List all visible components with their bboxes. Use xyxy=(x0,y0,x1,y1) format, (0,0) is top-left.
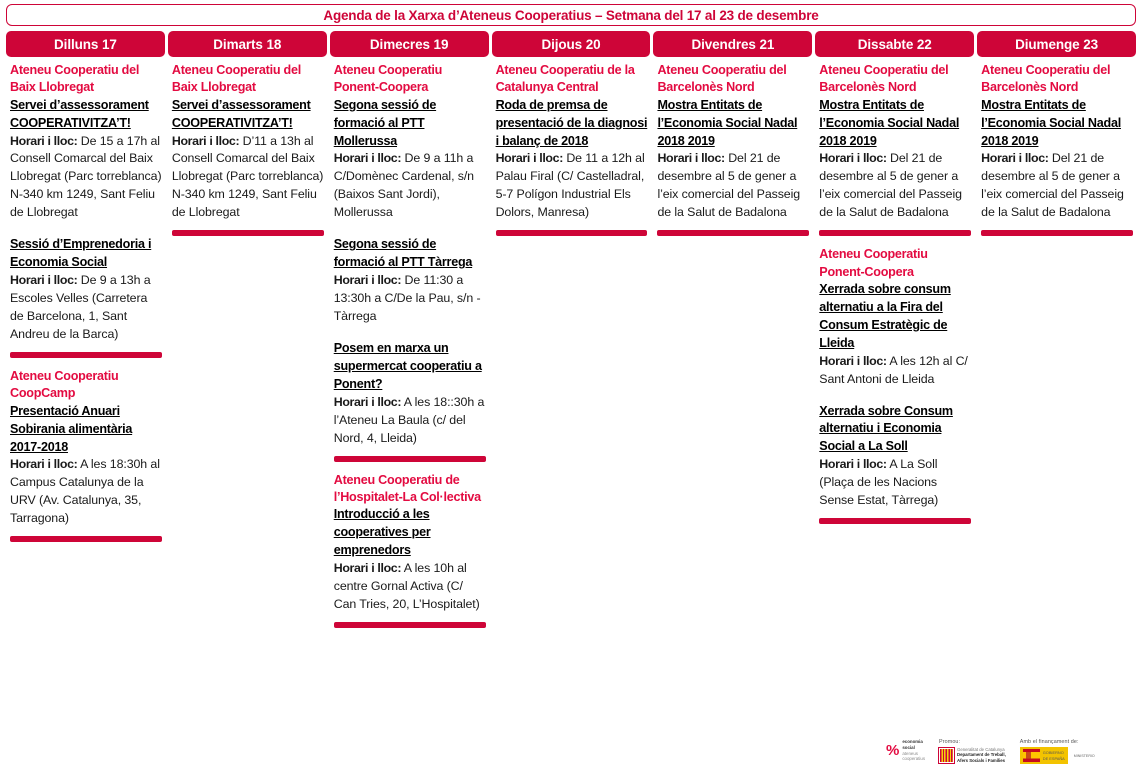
event-detail-text: A les 18::30h a l’Ateneu La Baula (c/ del Nord, 4, Lleida) xyxy=(333,394,485,445)
event-group xyxy=(981,62,1133,222)
day-header-label: Dimarts 18 xyxy=(213,36,282,52)
gobierno-espana-logo xyxy=(1020,747,1098,764)
organizer-name: Ateneu Cooperatiu del Barcelonès Nord xyxy=(981,63,1111,95)
organizer-name: Ateneu Cooperatiu CoopCamp xyxy=(10,369,119,401)
day-header-label: Divendres 21 xyxy=(691,36,775,52)
event-title[interactable]: Segona sessió de formació al PTT Mollerussa xyxy=(333,97,437,148)
event-group xyxy=(334,62,486,448)
event-title[interactable]: Servei d’assessorament COOPERATIVITZA’T! xyxy=(171,97,311,130)
event-detail-label: Horari i lloc: xyxy=(333,151,402,166)
event-group xyxy=(496,62,648,222)
event-detail-label: Horari i lloc: xyxy=(10,133,78,148)
event-detail-label: Horari i lloc: xyxy=(10,273,78,288)
event-title[interactable]: Roda de premsa de presentació de la diagnosi i balanç de 2018 xyxy=(495,97,648,148)
gobierno-espana-box xyxy=(1020,747,1068,764)
event-detail xyxy=(10,133,162,223)
economia-social-logo-text xyxy=(902,739,925,762)
event-title[interactable]: Mostra Entitats de l’Economia Social Nadal 2018 2019 xyxy=(981,97,1121,148)
event-detail-label: Horari i lloc: xyxy=(333,273,402,288)
eco-line-1: economia xyxy=(902,739,923,745)
day-column-dimecres xyxy=(330,62,489,722)
event-detail xyxy=(819,150,971,222)
event-detail-text: De 11 a 12h al Palau Firal (C/ Castelladral, 5-7 Polígon Industrial Els Dolors, Manresa) xyxy=(495,151,645,220)
event-title[interactable]: Posem en marxa un supermercat cooperatiu a Ponent? xyxy=(333,341,482,391)
event-group xyxy=(10,368,162,528)
day-header-row xyxy=(6,31,1136,57)
percent-icon: % xyxy=(886,742,900,760)
group-divider xyxy=(496,230,648,236)
generalitat-line-2: Departament de Treball, xyxy=(957,752,1006,758)
day-header-divendres[interactable] xyxy=(653,31,812,57)
event-title[interactable]: Xerrada sobre consum alternatiu a la Fira del Consum Estratègic de Lleida xyxy=(819,282,951,350)
group-divider xyxy=(334,456,486,462)
event-detail-label: Horari i lloc: xyxy=(819,151,887,166)
event-title[interactable]: Segona sessió de formació al PTT Tàrrega xyxy=(333,237,473,270)
event-detail-label: Horari i lloc: xyxy=(819,457,887,472)
event-detail xyxy=(172,133,324,223)
organizer-name: Ateneu Cooperatiu del Barcelonès Nord xyxy=(819,63,949,95)
event-group xyxy=(10,62,162,344)
event-spacer xyxy=(819,389,971,403)
generalitat-line-3: Afers Socials i Famílies xyxy=(957,758,1006,764)
group-divider xyxy=(981,230,1133,236)
page-title: Agenda de la Xarxa d’Ateneus Cooperatius – Setmana del 17 al 23 de desembre xyxy=(323,7,819,23)
organizer-name: Ateneu Cooperatiu del Baix Llobregat xyxy=(171,63,301,95)
gobierno-espana-text xyxy=(1043,750,1065,761)
event-detail-text: A les 12h al C/ Sant Antoni de Lleida xyxy=(819,353,968,386)
event-detail xyxy=(496,150,648,222)
event-title[interactable]: Presentació Anuari Sobirania alimentària 2017-2018 xyxy=(10,403,133,454)
organizer-name: Ateneu Cooperatiu Ponent-Coopera xyxy=(333,63,443,95)
organizer-name: Ateneu Cooperatiu del Baix Llobregat xyxy=(10,63,140,95)
event-detail-text: Del 21 de desembre al 5 de gener a l’eix comercial del Passeig de la Salut de Badalona xyxy=(819,151,962,220)
event-title[interactable]: Introducció a les cooperatives per emprenedors xyxy=(333,507,431,558)
event-detail xyxy=(10,272,162,344)
event-spacer xyxy=(334,326,486,340)
event-group xyxy=(172,62,324,222)
organizer-name: Ateneu Cooperatiu Ponent-Coopera xyxy=(819,247,928,279)
event-detail-text: De 15 a 17h al Consell Comarcal del Baix Llobregat (Parc torreblanca) N-340 km 1249, Sant Feliu de Llobregat xyxy=(10,133,162,220)
day-header-label: Dijous 20 xyxy=(541,36,601,52)
day-header-label: Dimecres 19 xyxy=(369,36,449,52)
day-column-dimarts xyxy=(168,62,327,722)
financament-logo-group xyxy=(1020,739,1098,764)
event-title[interactable]: Servei d’assessorament COOPERATIVITZA’T! xyxy=(10,97,149,130)
event-title[interactable]: Mostra Entitats de l’Economia Social Nadal 2018 2019 xyxy=(657,97,798,148)
event-detail-label: Horari i lloc: xyxy=(333,394,402,409)
eco-line-2: social xyxy=(902,744,915,750)
day-header-dijous[interactable] xyxy=(492,31,651,57)
event-detail-text: A La Soll (Plaça de les Nacions Sense Estat, Tàrrega) xyxy=(819,457,939,508)
ministerio-text: MINISTERIO xyxy=(1071,747,1098,764)
generalitat-line-1: Generalitat de Catalunya xyxy=(957,746,1005,752)
event-detail xyxy=(657,150,809,222)
group-divider xyxy=(819,518,971,524)
event-detail xyxy=(334,394,486,448)
event-detail-text: Del 21 de desembre al 5 de gener a l’eix comercial del Passeig de la Salut de Badalona xyxy=(657,151,801,220)
event-detail-text: De 9 a 13h a Escoles Velles (Carretera de Barcelona, 1, Sant Andreu de la Barca) xyxy=(10,273,151,342)
group-divider xyxy=(172,230,324,236)
event-spacer xyxy=(334,222,486,236)
event-detail-text: A les 18:30h al Campus Catalunya de la URV (Av. Catalunya, 35, Tarragona) xyxy=(10,457,160,526)
event-detail-text: De 9 a 11h a C/Domènec Cardenal, s/n (Baixos Sant Jordi), Mollerussa xyxy=(333,151,474,220)
financament-caption: Amb el finançament de: xyxy=(1019,739,1079,745)
generalitat-logo xyxy=(939,747,1006,764)
promou-logo-group xyxy=(939,739,1006,764)
group-divider xyxy=(334,622,486,628)
event-detail xyxy=(334,560,486,614)
group-divider xyxy=(819,230,971,236)
group-divider xyxy=(10,536,162,542)
event-detail-text: Del 21 de desembre al 5 de gener a l’eix comercial del Passeig de la Salut de Badalona xyxy=(981,151,1124,220)
day-header-dimarts[interactable] xyxy=(168,31,327,57)
eco-line-4: cooperatius xyxy=(902,756,926,762)
eco-line-3: ateneus xyxy=(902,750,918,756)
day-header-dilluns[interactable] xyxy=(6,31,165,57)
gobierno-line-1: GOBIERNO xyxy=(1042,750,1064,756)
event-detail xyxy=(10,456,162,528)
event-title[interactable]: Xerrada sobre Consum alternatiu i Economia Social a La Soll xyxy=(819,403,953,454)
event-detail-text: A les 10h al centre Gornal Activa (C/ Can Tries, 20, L’Hospitalet) xyxy=(333,560,480,611)
event-title[interactable]: Sessió d’Emprenedoria i Economia Social xyxy=(10,237,152,270)
footer-logos xyxy=(886,728,1138,764)
day-column-diumenge xyxy=(977,62,1136,722)
event-detail xyxy=(334,272,486,326)
generalitat-shield-icon xyxy=(939,748,954,763)
event-detail-text: D’11 a 13h al Consell Comarcal del Baix Llobregat (Parc torreblanca) N-340 km 1249, Sant Feliu de Llobregat xyxy=(171,133,324,220)
day-header-diumenge[interactable] xyxy=(977,31,1136,57)
day-column-dijous xyxy=(492,62,651,722)
event-group xyxy=(657,62,809,222)
day-header-dissabte[interactable] xyxy=(815,31,974,57)
organizer-name: Ateneu Cooperatiu de la Catalunya Central xyxy=(495,63,635,95)
event-detail xyxy=(819,456,971,510)
event-detail-label: Horari i lloc: xyxy=(819,353,887,368)
event-group xyxy=(334,472,486,614)
economia-social-logo xyxy=(886,739,925,762)
gobierno-line-2: DE ESPAÑA xyxy=(1042,755,1065,761)
event-detail xyxy=(334,150,486,222)
event-group xyxy=(819,246,971,510)
group-divider xyxy=(10,352,162,358)
event-detail-label: Horari i lloc: xyxy=(981,151,1049,166)
event-detail-label: Horari i lloc: xyxy=(657,151,725,166)
event-detail xyxy=(819,353,971,389)
organizer-name: Ateneu Cooperatiu del Barcelonès Nord xyxy=(657,63,787,95)
promou-caption: Promou: xyxy=(939,738,961,745)
event-detail-text: De 11:30 a 13:30h a C/De la Pau, s/n - Tàrrega xyxy=(333,273,481,324)
organizer-name: Ateneu Cooperatiu de l’Hospitalet-La Col·lectiva xyxy=(333,472,481,504)
event-detail-label: Horari i lloc: xyxy=(171,133,240,148)
event-group xyxy=(819,62,971,222)
day-column-dilluns xyxy=(6,62,165,722)
event-detail xyxy=(981,150,1133,222)
day-column-divendres xyxy=(653,62,812,722)
day-column-dissabte xyxy=(815,62,974,722)
day-header-label: Diumenge 23 xyxy=(1015,36,1099,52)
spain-coat-of-arms-icon xyxy=(1023,749,1040,762)
day-header-dimecres[interactable] xyxy=(330,31,489,57)
event-detail-label: Horari i lloc: xyxy=(10,457,78,472)
group-divider xyxy=(657,230,809,236)
event-detail-label: Horari i lloc: xyxy=(495,151,563,166)
event-detail-label: Horari i lloc: xyxy=(333,560,402,575)
agenda-columns xyxy=(6,62,1136,722)
event-title[interactable]: Mostra Entitats de l’Economia Social Nadal 2018 2019 xyxy=(819,97,960,148)
generalitat-logo-text xyxy=(957,747,1006,764)
day-header-label: Dissabte 22 xyxy=(857,36,932,52)
agenda-title-bar xyxy=(6,4,1136,26)
event-spacer xyxy=(10,222,162,236)
day-header-label: Dilluns 17 xyxy=(54,36,117,52)
